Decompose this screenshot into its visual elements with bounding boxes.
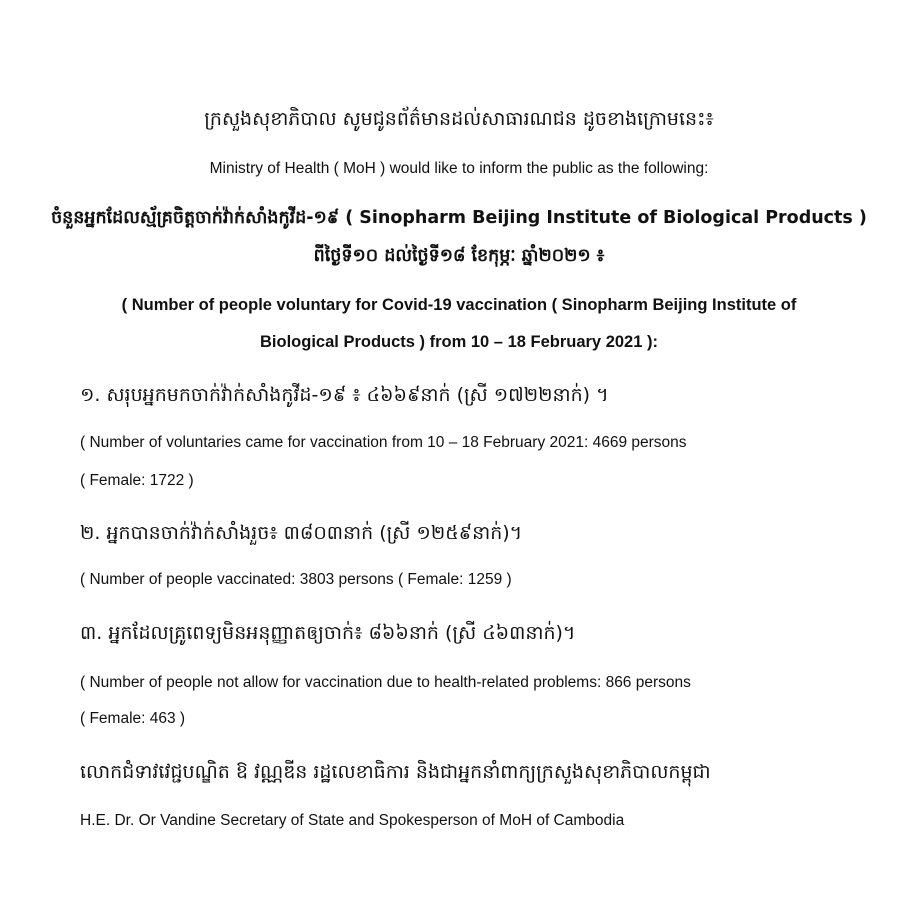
en-title-line1: ( Number of people voluntary for Covid-19 vaccination ( Sinopharm Beijing Institute of [121,296,797,314]
item-3-en-line2: ( Female: 463 ) [80,710,186,727]
item-1-km: ១. សរុបអ្នកមកចាក់វ៉ាក់សាំងកូវីដ-១៩ ៖ ៤៦៦៩នាក់ (ស្រី ១៧២២នាក់) ។ [80,384,609,406]
item-3-km: ៣. អ្នកដែលគ្រូពេទ្យមិនអនុញ្ញាតឲ្យចាក់៖ ៨៦៦នាក់ (ស្រី ៤៦៣នាក់)។ [80,622,576,644]
km-intro: ក្រសួងសុខាភិបាល សូមជូនព័ត៌មានដល់សាធារណជន ដូចខាងក្រោមនេះ៖ [204,108,714,130]
en-signatory: H.E. Dr. Or Vandine Secretary of State and Spokesperson of MoH of Cambodia [80,812,625,829]
item-2-km: ២. អ្នកបានចាក់វ៉ាក់សាំងរួច៖ ៣៨០៣នាក់ (ស្រី ១២៥៩នាក់)។ [80,522,523,544]
km-signatory: លោកជំទាវវេជ្ជបណ្ឌិត ឱ វណ្ណឌីន រដ្ឋលេខាធិការ និងជាអ្នកនាំពាក្យក្រសួងសុខាភិបាលកម្ពុជា [80,761,711,783]
en-title-line2: Biological Products ) from 10 – 18 February 2021 ): [260,333,658,351]
km-title-line2: ពីថ្ងៃទី១០ ដល់ថ្ងៃទី១៨ ខែកុម្ភៈ ឆ្នាំ២០២១ ៖ [313,246,605,266]
km-title-line1: ចំនួនអ្នកដែលស្ម័គ្រចិត្តចាក់វ៉ាក់សាំងកូវីដ-១៩ ( Sinopharm Beijing Institute of Biological Products ) [51,208,867,228]
item-3-en-line1: ( Number of people not allow for vaccination due to health-related problems: 866 persons [80,674,691,691]
item-2-en-line1: ( Number of people vaccinated: 3803 persons ( Female: 1259 ) [80,571,512,588]
item-1-en-line2: ( Female: 1722 ) [80,472,194,489]
item-1-en-line1: ( Number of voluntaries came for vaccination from 10 – 18 February 2021: 4669 persons [80,434,687,451]
en-intro: Ministry of Health ( MoH ) would like to inform the public as the following: [209,160,709,177]
